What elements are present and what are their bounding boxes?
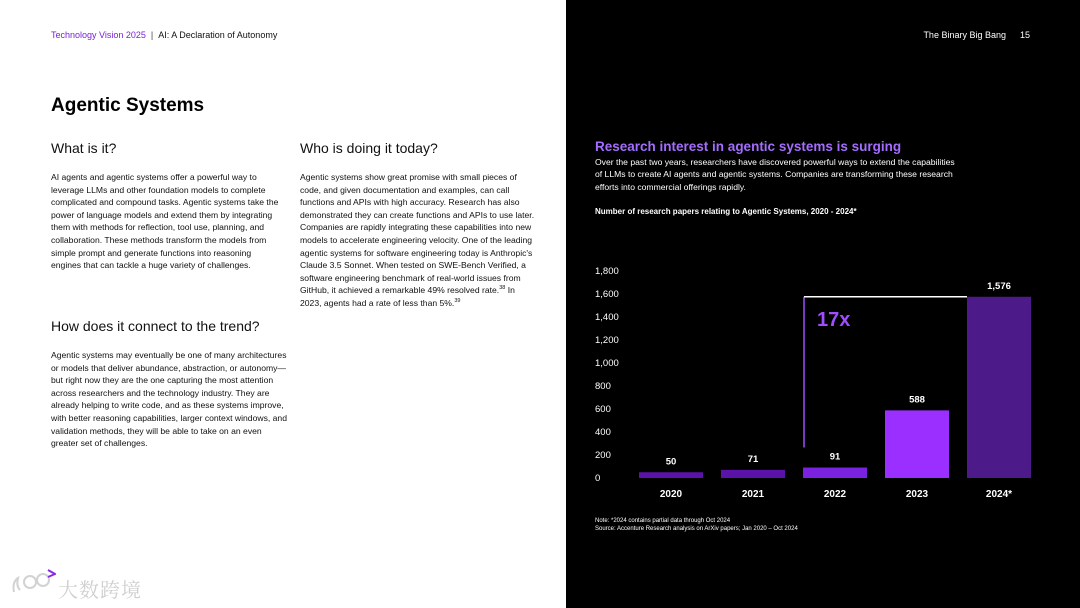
watermark-text: 大数跨境 [58,580,142,602]
y-tick-label: 1,800 [595,266,619,277]
x-tick-label-2022: 2022 [823,489,847,500]
data-label-2020: 50 [665,456,677,468]
what-is-it-heading: What is it? [51,140,117,156]
document-header [51,30,277,40]
page-title: Agentic Systems [51,95,205,116]
data-label-2021: 71 [747,453,759,465]
x-tick-label-2021: 2021 [741,489,765,500]
x-tick-label-2023: 2023 [905,489,929,500]
chart-source: Source: Accenture Research analysis on ArXiv papers; Jan 2020 – Oct 2024 [595,526,798,532]
y-tick-label: 800 [595,381,611,392]
watermark [10,568,142,602]
trend-heading: How does it connect to the trend? [51,318,260,334]
y-tick-label: 1,000 [595,358,619,369]
bar-2022 [803,468,867,478]
y-tick-label: 400 [595,427,611,438]
data-label-2024*: 1,576 [987,280,1011,292]
x-tick-label-2020: 2020 [659,489,683,500]
bar-2024* [967,297,1031,478]
y-tick-label: 1,600 [595,289,619,300]
chart-title: Research interest in agentic systems is surging [595,139,902,154]
page-number: 15 [1019,30,1030,40]
y-tick-label: 200 [595,450,611,461]
who-section [300,139,536,310]
brand-label: Technology Vision 2025 [51,30,146,40]
chart-note: Note: *2024 contains partial data through Oct 2024 [595,518,731,524]
who-body-part-1: Agentic systems show great promise with small pieces of code, and given documentation and examples, can call functions and APIs with high accuracy. Research has also demonstrated they can create functions and APIs to use later. Companies are rapidly integrating these capabilities into new models to accelerate engineering velocity. One of the leading agentic systems for software engineering today is Anthropic's Claude 3.5 Sonnet. When tested on SWE-Bench Verified, a software engineering benchmark of real-world issues from GitHub, it achieved a remarkable 49% resolved rate. [300,172,535,296]
who-body-part-2: In 2023, agents had a rate of less than 5%. [300,285,515,308]
bar-2023 [885,410,949,478]
section-header [923,30,1030,40]
who-heading: Who is doing it today? [300,140,438,156]
chart-notes [595,517,798,533]
chart-subtitle: Over the past two years, researchers have discovered powerful ways to extend the capabilities of LLMs to create AI agents and agentic systems. Companies are transforming these research efforts into commercial offerings rapidly. [595,157,955,192]
y-tick-label: 0 [595,473,601,484]
footnote-ref-39: 39 [454,298,461,305]
section-label: The Binary Big Bang [923,30,1006,40]
watermark-logo-icon [10,568,56,598]
data-label-2022: 91 [829,451,841,463]
y-tick-label: 1,200 [595,335,619,346]
y-tick-label: 600 [595,404,611,415]
what-is-it-body: AI agents and agentic systems offer a powerful way to leverage LLMs and other foundation models to complete complicated and compound tasks. Agentic systems take the power of language models and extend them by integrating them with methods for reflection, tool use, planning, and collaboration. These methods transform the models from simple prompt and generate functions into reasoning engines that can tackle a huge variety of challenges. [51,172,279,271]
bar-2021 [721,470,785,478]
footnote-ref-38: 38 [499,285,506,292]
document-subtitle: AI: A Declaration of Autonomy [158,30,278,40]
y-tick-label: 1,400 [595,312,619,323]
trend-section [51,317,287,450]
x-tick-label-2024*: 2024* [985,489,1013,500]
data-label-2023: 588 [909,394,925,406]
bar-2020 [639,472,703,478]
annotation-label: 17x [817,308,851,331]
bar-chart [566,250,1066,510]
header-separator: | [150,30,154,40]
trend-body: Agentic systems may eventually be one of many architectures or models that deliver abundance, abstraction, or autonomy—but right now they are the one capturing the most attention across researchers and the technology industry. They are already helping to write code, and as these systems improve, with better reasoning capabilities, larger context windows, and validation methods, they will be able to take on an even greater set of challenges. [51,350,287,449]
chart-caption: Number of research papers relating to Agentic Systems, 2020 - 2024* [595,207,857,216]
what-is-it-section [51,139,283,272]
who-body [300,171,536,310]
